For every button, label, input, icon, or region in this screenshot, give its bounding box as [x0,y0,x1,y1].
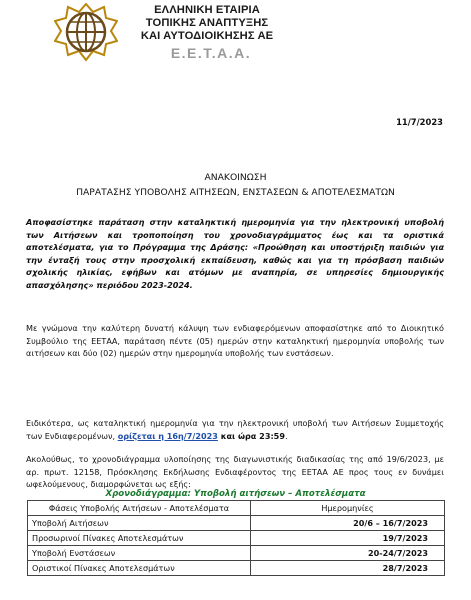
org-name-line-3: ΚΑΙ ΑΥΤΟΔΙΟΙΚΗΣΗΣ ΑΕ [140,30,274,42]
schedule-phase: Προσωρινοί Πίνακες Αποτελεσμάτων [28,531,251,546]
deadline-time: και ώρα 23:59 [217,430,285,441]
schedule-phase: Οριστικοί Πίνακες Αποτελεσμάτων [28,561,251,576]
org-name-line-2: ΤΟΠΙΚΗΣ ΑΝΑΠΤΥΞΗΣ [145,17,269,29]
organization-abbreviation: Ε.Ε.Τ.Α.Α. [170,45,252,61]
organization-name [122,4,292,43]
schedule-header-row [28,501,445,516]
deadline-date: ορίζεται η 16η/7/2023 [117,430,218,441]
document-date: 11/7/2023 [396,117,443,127]
announcement-subtitle: ΠΑΡΑΤΑΣΗΣ ΥΠΟΒΟΛΗΣ ΑΙΤΗΣΕΩΝ, ΕΝΣΤΑΣΕΩΝ & ΑΠΟΤΕΛΕΣΜΑΤΩΝ [76,187,395,198]
schedule-date: 19/7/2023 [251,531,445,546]
schedule-date: 28/7/2023 [251,561,445,576]
schedule-title: Χρονοδιάγραμμα: Υποβολή αιτήσεων – Αποτελέσματα [105,489,366,499]
schedule-phase: Υποβολή Αιτήσεων [28,516,251,531]
schedule-date: 20-24/7/2023 [251,546,445,561]
extension-paragraph: Με γνώμονα την καλύτερη δυνατή κάλυψη των ενδιαφερόμενων αποφασίστηκε από το Διοικητικό Συμβούλιο της ΕΕΤΑΑ, παράταση πέντε (05) ημερών στην καταληκτική ημερομηνία υποβολής των αιτήσεων και δύο (02) ημερών στην ημερομηνία υποβολής των ενστάσεων. [26,323,444,359]
schedule-table [27,500,445,576]
announcement-title: ΑΝΑΚΟΙΝΩΣΗ [204,172,267,183]
decision-paragraph: Αποφασίστηκε παράταση στην καταληκτική ημερομηνία για την ηλεκτρονική υποβολή των Αιτήσεων και τροποποίηση του χρονοδιαγράμματος έως και τα οριστικά αποτελέσματα, για το Πρόγραμμα της Δράσης: «Προώθηση και υποστήριξη παιδιών για την ένταξή τους στην προσχολική εκπαίδευση, καθώς και για τη πρόσβαση παιδιών σχολικής ηλικίας, εφήβων και ατόμων με αναπηρία, σε υπηρεσίες δημιουργικής απασχόλησης» περιόδου 2023-2024. [26,217,444,290]
org-name-line-1: ΕΛΛΗΝΙΚΗ ΕΤΑΙΡΙΑ [154,4,260,16]
table-row [28,516,445,531]
deadline-end: . [284,430,288,441]
schedule-intro-paragraph: Ακολούθως, το χρονοδιάγραμμα υλοποίησης της διαγωνιστικής διαδικασίας της από 19/6/2023, με αρ. πρωτ. 12158, Πρόσκλησης Εκδήλωσης Ενδιαφέροντος της ΕΕΤΑΑ ΑΕ προς τους εν δυνάμει ωφελούμενους, διαμορφώνεται ως εξής: [26,454,444,490]
table-row [28,531,445,546]
schedule-date: 20/6 – 16/7/2023 [251,516,445,531]
schedule-header-phase: Φάσεις Υποβολής Αιτήσεων - Αποτελέσματα [28,501,251,516]
schedule-phase: Υποβολή Ενστάσεων [28,546,251,561]
schedule-header-dates: Ημερομηνίες [251,501,445,516]
table-row [28,561,445,576]
deadline-text: Ειδικότερα, ως καταληκτική ημερομηνία για την ηλεκτρονική υποβολή των Αιτήσεων Συμμετοχής των Ενδιαφερομένων, [26,418,444,441]
globe-emblem-icon [54,3,118,67]
deadline-paragraph [26,417,444,442]
table-row [28,546,445,561]
